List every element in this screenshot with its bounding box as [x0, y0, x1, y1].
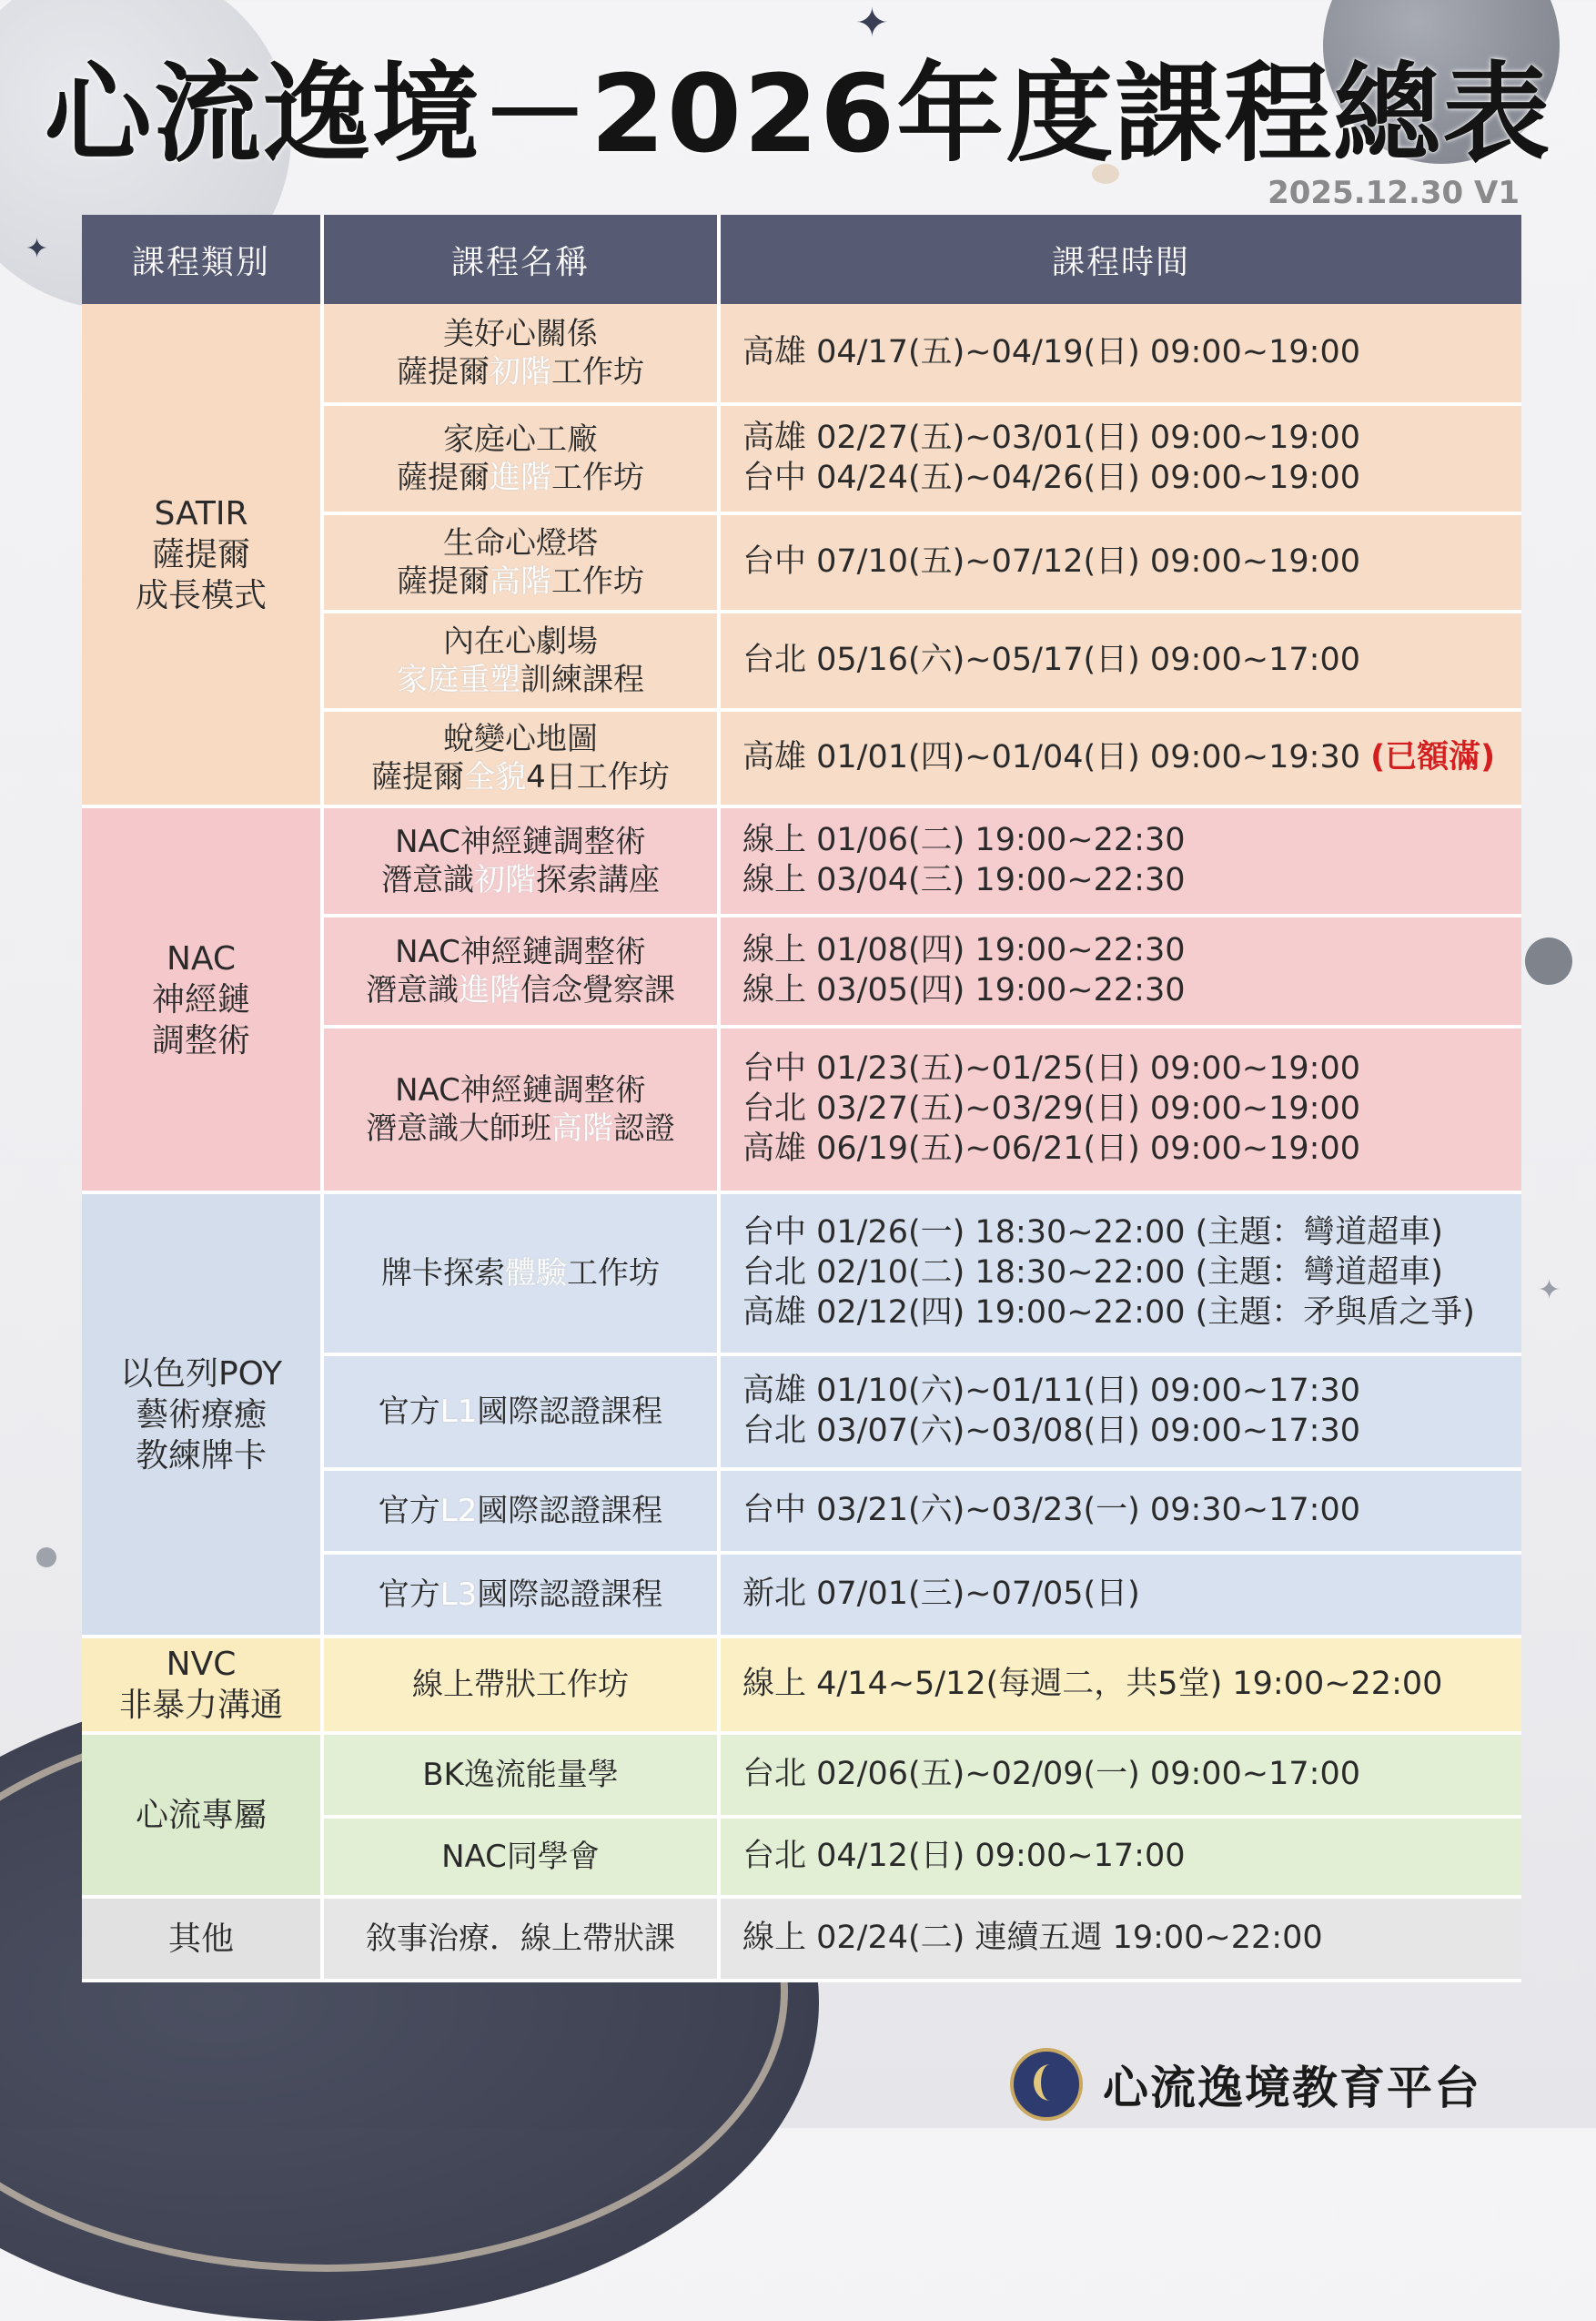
decorative-dot: [1525, 938, 1572, 985]
course-name-line: [324, 459, 717, 498]
course-time-text: 線上 02/24(二) 連續五週 19:00~22:00: [742, 1920, 1323, 1957]
course-name-cell: [324, 406, 721, 515]
course-time-text: 線上 03/05(四) 19:00~22:30: [742, 972, 1186, 1008]
course-time-cell: [721, 304, 1521, 406]
course-name-text: 4日工作坊: [526, 759, 670, 796]
course-name-cell: [324, 613, 721, 712]
category-label: NVC: [166, 1646, 237, 1683]
course-name-text: 訓練課程: [520, 662, 644, 698]
course-time-line: [742, 1090, 1521, 1130]
course-name-line: [324, 1920, 717, 1959]
course-name-line: [324, 1110, 717, 1149]
course-time-line: [742, 861, 1521, 901]
course-time-cell: [721, 1471, 1521, 1555]
course-name-text: 工作坊: [567, 1254, 660, 1292]
course-time-cell: [721, 917, 1521, 1029]
brand-logo-icon: [1010, 2048, 1083, 2121]
course-name-text: L3: [439, 1576, 478, 1613]
course-time-line: [742, 1130, 1521, 1170]
course-time-cell: [721, 1735, 1521, 1819]
course-name-line: [324, 861, 717, 900]
course-time-cell: [721, 1356, 1521, 1471]
course-time-text: 台北 03/27(五)~03/29(日) 09:00~19:00: [742, 1090, 1360, 1128]
course-time-text: 台北 03/07(六)~03/08(日) 09:00~17:30: [742, 1413, 1360, 1449]
column-header-name: 課程名稱: [324, 215, 721, 304]
course-name-text: 家庭重塑: [397, 662, 520, 698]
course-time-line: [742, 1049, 1521, 1090]
category-label: 神經鏈: [151, 980, 250, 1019]
course-time-text: 線上 01/08(四) 19:00~22:30: [742, 932, 1186, 969]
course-name-text: 初階: [490, 354, 551, 390]
course-name-line: [324, 933, 717, 972]
course-name-line: [324, 758, 717, 797]
course-time-line: [742, 1665, 1521, 1705]
course-time-text: 台中 01/26(一) 18:30~22:00 (主題：彎道超車): [742, 1214, 1443, 1252]
table-body: [82, 304, 1521, 1982]
course-name-line: [324, 720, 717, 759]
course-name-cell: [324, 1555, 721, 1638]
course-time-cell: [721, 712, 1521, 808]
course-name-text: 工作坊: [551, 460, 644, 496]
course-name-cell: [324, 1819, 721, 1899]
course-name-text: 高階: [551, 1110, 613, 1147]
course-name-text: 官方: [378, 1393, 440, 1430]
category-cell: [82, 1899, 324, 1982]
course-name-text: 初階: [474, 862, 536, 898]
course-name-line: [324, 1071, 717, 1110]
course-time-line: [742, 1575, 1521, 1615]
category-cell: [82, 1638, 324, 1735]
course-time-cell: [721, 1819, 1521, 1899]
course-time-cell: [721, 613, 1521, 712]
course-time-line: [742, 542, 1521, 583]
category-cell: [82, 808, 324, 1194]
course-time-text: 高雄 02/12(四) 19:00~22:00 (主題：矛與盾之爭): [742, 1293, 1475, 1331]
course-time-cell: [721, 808, 1521, 917]
table-row: [82, 304, 1521, 406]
table-row: [82, 1735, 1521, 1819]
course-name-text: 官方: [378, 1576, 440, 1613]
course-name-text: 國際認證課程: [477, 1576, 663, 1613]
category-label: 非暴力溝通: [118, 1687, 283, 1724]
course-name-line: [324, 1254, 717, 1293]
table-row: [82, 1194, 1521, 1356]
course-time-text: 線上 4/14~5/12(每週二，共5堂) 19:00~22:00: [742, 1666, 1443, 1703]
course-time-text: 高雄 01/10(六)~01/11(日) 09:00~17:30: [742, 1373, 1360, 1410]
course-name-text: BK逸流能量學: [422, 1756, 619, 1793]
course-name-cell: [324, 1029, 721, 1194]
category-label: 心流專屬: [135, 1796, 267, 1834]
star-icon: ✦: [1538, 1274, 1561, 1306]
course-name-text: L2: [439, 1492, 478, 1529]
course-time-text: 台中 01/23(五)~01/25(日) 09:00~19:00: [742, 1050, 1360, 1088]
course-name-cell: [324, 1899, 721, 1982]
course-time-text: 高雄 06/19(五)~06/21(日) 09:00~19:00: [742, 1130, 1360, 1167]
category-label: 教練牌卡: [135, 1436, 267, 1475]
course-name-text: 薩提爾: [397, 354, 490, 390]
course-time-line: [742, 1293, 1521, 1333]
course-time-line: [742, 821, 1521, 861]
course-name-cell: [324, 712, 721, 808]
course-name-text: 牌卡探索: [381, 1254, 505, 1292]
category-cell: [82, 1735, 324, 1899]
course-name-line: [324, 524, 717, 563]
course-time-line: [742, 333, 1521, 373]
course-name-text: 進階: [459, 972, 520, 1008]
column-header-time: 課程時間: [721, 215, 1521, 304]
course-name-text: 潛意識: [381, 862, 474, 898]
course-name-cell: [324, 1194, 721, 1356]
course-name-text: 官方: [378, 1492, 440, 1529]
course-name-cell: [324, 1471, 721, 1555]
course-name-line: [324, 1576, 717, 1615]
course-time-text: 高雄 01/01(四)~01/04(日) 09:00~19:30: [742, 739, 1360, 776]
course-name-text: 內在心劇場: [443, 623, 598, 660]
course-time-line: [742, 1213, 1521, 1253]
course-name-text: 家庭心工廠: [443, 421, 598, 458]
course-name-cell: [324, 304, 721, 406]
course-time-text: 線上 03/04(三) 19:00~22:30: [742, 862, 1186, 898]
category-label: 藝術療癒: [135, 1395, 267, 1434]
course-time-text: 台中 07/10(五)~07/12(日) 09:00~19:00: [742, 543, 1360, 581]
course-name-line: [324, 563, 717, 602]
course-time-text: 高雄 04/17(五)~04/19(日) 09:00~19:00: [742, 334, 1360, 371]
course-name-text: 進階: [490, 460, 551, 496]
course-time-line: [742, 738, 1521, 778]
course-time-line: [742, 931, 1521, 971]
table-row: [82, 808, 1521, 917]
course-time-cell: [721, 1194, 1521, 1356]
course-name-cell: [324, 515, 721, 613]
course-name-line: [324, 661, 717, 700]
course-name-line: [324, 1666, 717, 1705]
category-label: 其他: [167, 1920, 234, 1958]
category-label: 成長模式: [135, 576, 267, 614]
course-time-cell: [721, 1899, 1521, 1982]
decorative-dot: [36, 1547, 56, 1567]
course-name-cell: [324, 917, 721, 1029]
course-name-text: 潛意識: [366, 972, 459, 1008]
category-label: 薩提爾: [151, 535, 250, 573]
category-label: NAC: [166, 939, 237, 978]
course-name-text: 蛻變心地圖: [443, 720, 598, 757]
course-time-cell: [721, 1029, 1521, 1194]
course-time-line: [742, 1491, 1521, 1531]
course-schedule-table: [82, 215, 1521, 1982]
course-name-text: 薩提爾: [397, 460, 490, 496]
course-time-text: 新北 07/01(三)~07/05(日): [742, 1576, 1140, 1613]
course-time-line: [742, 1919, 1521, 1959]
course-name-line: [324, 823, 717, 862]
course-name-text: 工作坊: [551, 354, 644, 390]
course-time-cell: [721, 406, 1521, 515]
course-time-line: [742, 1372, 1521, 1412]
course-time-line: [742, 641, 1521, 681]
category-cell: [82, 304, 324, 808]
course-name-text: NAC神經鏈調整術: [395, 823, 646, 860]
course-name-text: 體驗: [505, 1254, 567, 1292]
course-name-line: [324, 1756, 717, 1795]
version-label: 2025.12.30 V1: [1268, 175, 1520, 211]
course-name-line: [324, 1393, 717, 1432]
course-name-text: 國際認證課程: [477, 1393, 663, 1430]
course-time-line: [742, 1755, 1521, 1795]
table-row: [82, 1638, 1521, 1735]
course-time-text: 台北 02/10(二) 18:30~22:00 (主題：彎道超車): [742, 1254, 1443, 1292]
course-time-line: [742, 1837, 1521, 1877]
course-time-cell: [721, 1555, 1521, 1638]
category-label: 調整術: [151, 1021, 250, 1059]
course-name-line: [324, 315, 717, 354]
category-label: 以色列POY: [119, 1354, 283, 1393]
course-time-text: 台北 04/12(日) 09:00~17:00: [742, 1838, 1186, 1875]
course-name-text: 信念覺察課: [520, 972, 675, 1008]
course-name-line: [324, 1838, 717, 1877]
course-name-line: [324, 421, 717, 460]
course-time-line: [742, 971, 1521, 1011]
page-title: 心流逸境－2026年度課程總表: [44, 51, 1552, 177]
course-name-cell: [324, 1638, 721, 1735]
course-name-text: 生命心燈塔: [443, 524, 598, 562]
course-name-text: 薩提爾: [371, 759, 465, 796]
course-time-text: 台北 02/06(五)~02/09(一) 09:00~17:00: [742, 1756, 1360, 1793]
course-name-line: [324, 1492, 717, 1531]
course-name-text: 認證: [613, 1110, 675, 1147]
footer: [1010, 2048, 1556, 2121]
course-name-cell: [324, 808, 721, 917]
course-name-text: NAC神經鏈調整術: [395, 933, 646, 970]
course-name-text: 全貌: [464, 759, 527, 796]
course-time-cell: [721, 1638, 1521, 1735]
course-name-text: 美好心關係: [443, 315, 598, 352]
course-name-line: [324, 971, 717, 1010]
course-time-text: 高雄 02/27(五)~03/01(日) 09:00~19:00: [742, 420, 1360, 457]
course-time-cell: [721, 515, 1521, 613]
course-time-line: [742, 1253, 1521, 1293]
course-name-text: 敘事治療．線上帶狀課: [366, 1920, 675, 1957]
course-time-line: [742, 459, 1521, 499]
category-cell: [82, 1194, 324, 1638]
table-row: [82, 1899, 1521, 1982]
star-icon: ✦: [855, 0, 889, 46]
table-header-row: [82, 215, 1521, 304]
full-status-badge: (已額滿): [1370, 739, 1496, 776]
course-name-text: 國際認證課程: [477, 1492, 663, 1529]
course-name-cell: [324, 1356, 721, 1471]
course-name-text: NAC同學會: [441, 1838, 600, 1875]
star-icon: ✦: [25, 233, 49, 265]
course-time-text: 台北 05/16(六)~05/17(日) 09:00~17:00: [742, 642, 1360, 679]
course-name-text: 探索講座: [536, 862, 660, 898]
course-name-text: 高階: [490, 563, 551, 600]
course-time-text: 台中 04/24(五)~04/26(日) 09:00~19:00: [742, 460, 1360, 496]
course-time-line: [742, 1412, 1521, 1452]
course-name-text: 薩提爾: [397, 563, 490, 600]
category-label: SATIR: [154, 494, 248, 532]
course-name-text: 線上帶狀工作坊: [412, 1666, 629, 1703]
brand-name: 心流逸境教育平台: [1103, 2062, 1481, 2114]
course-name-line: [324, 623, 717, 662]
course-name-line: [324, 353, 717, 392]
course-time-text: 線上 01/06(二) 19:00~22:30: [742, 822, 1186, 859]
course-name-text: 工作坊: [551, 563, 644, 600]
course-name-text: L1: [439, 1393, 478, 1430]
course-name-text: 潛意識大師班: [366, 1110, 551, 1147]
column-header-category: 課程類別: [82, 215, 324, 304]
course-name-cell: [324, 1735, 721, 1819]
course-time-line: [742, 419, 1521, 459]
course-time-text: 台中 03/21(六)~03/23(一) 09:30~17:00: [742, 1492, 1360, 1529]
course-name-text: NAC神經鏈調整術: [395, 1071, 646, 1109]
